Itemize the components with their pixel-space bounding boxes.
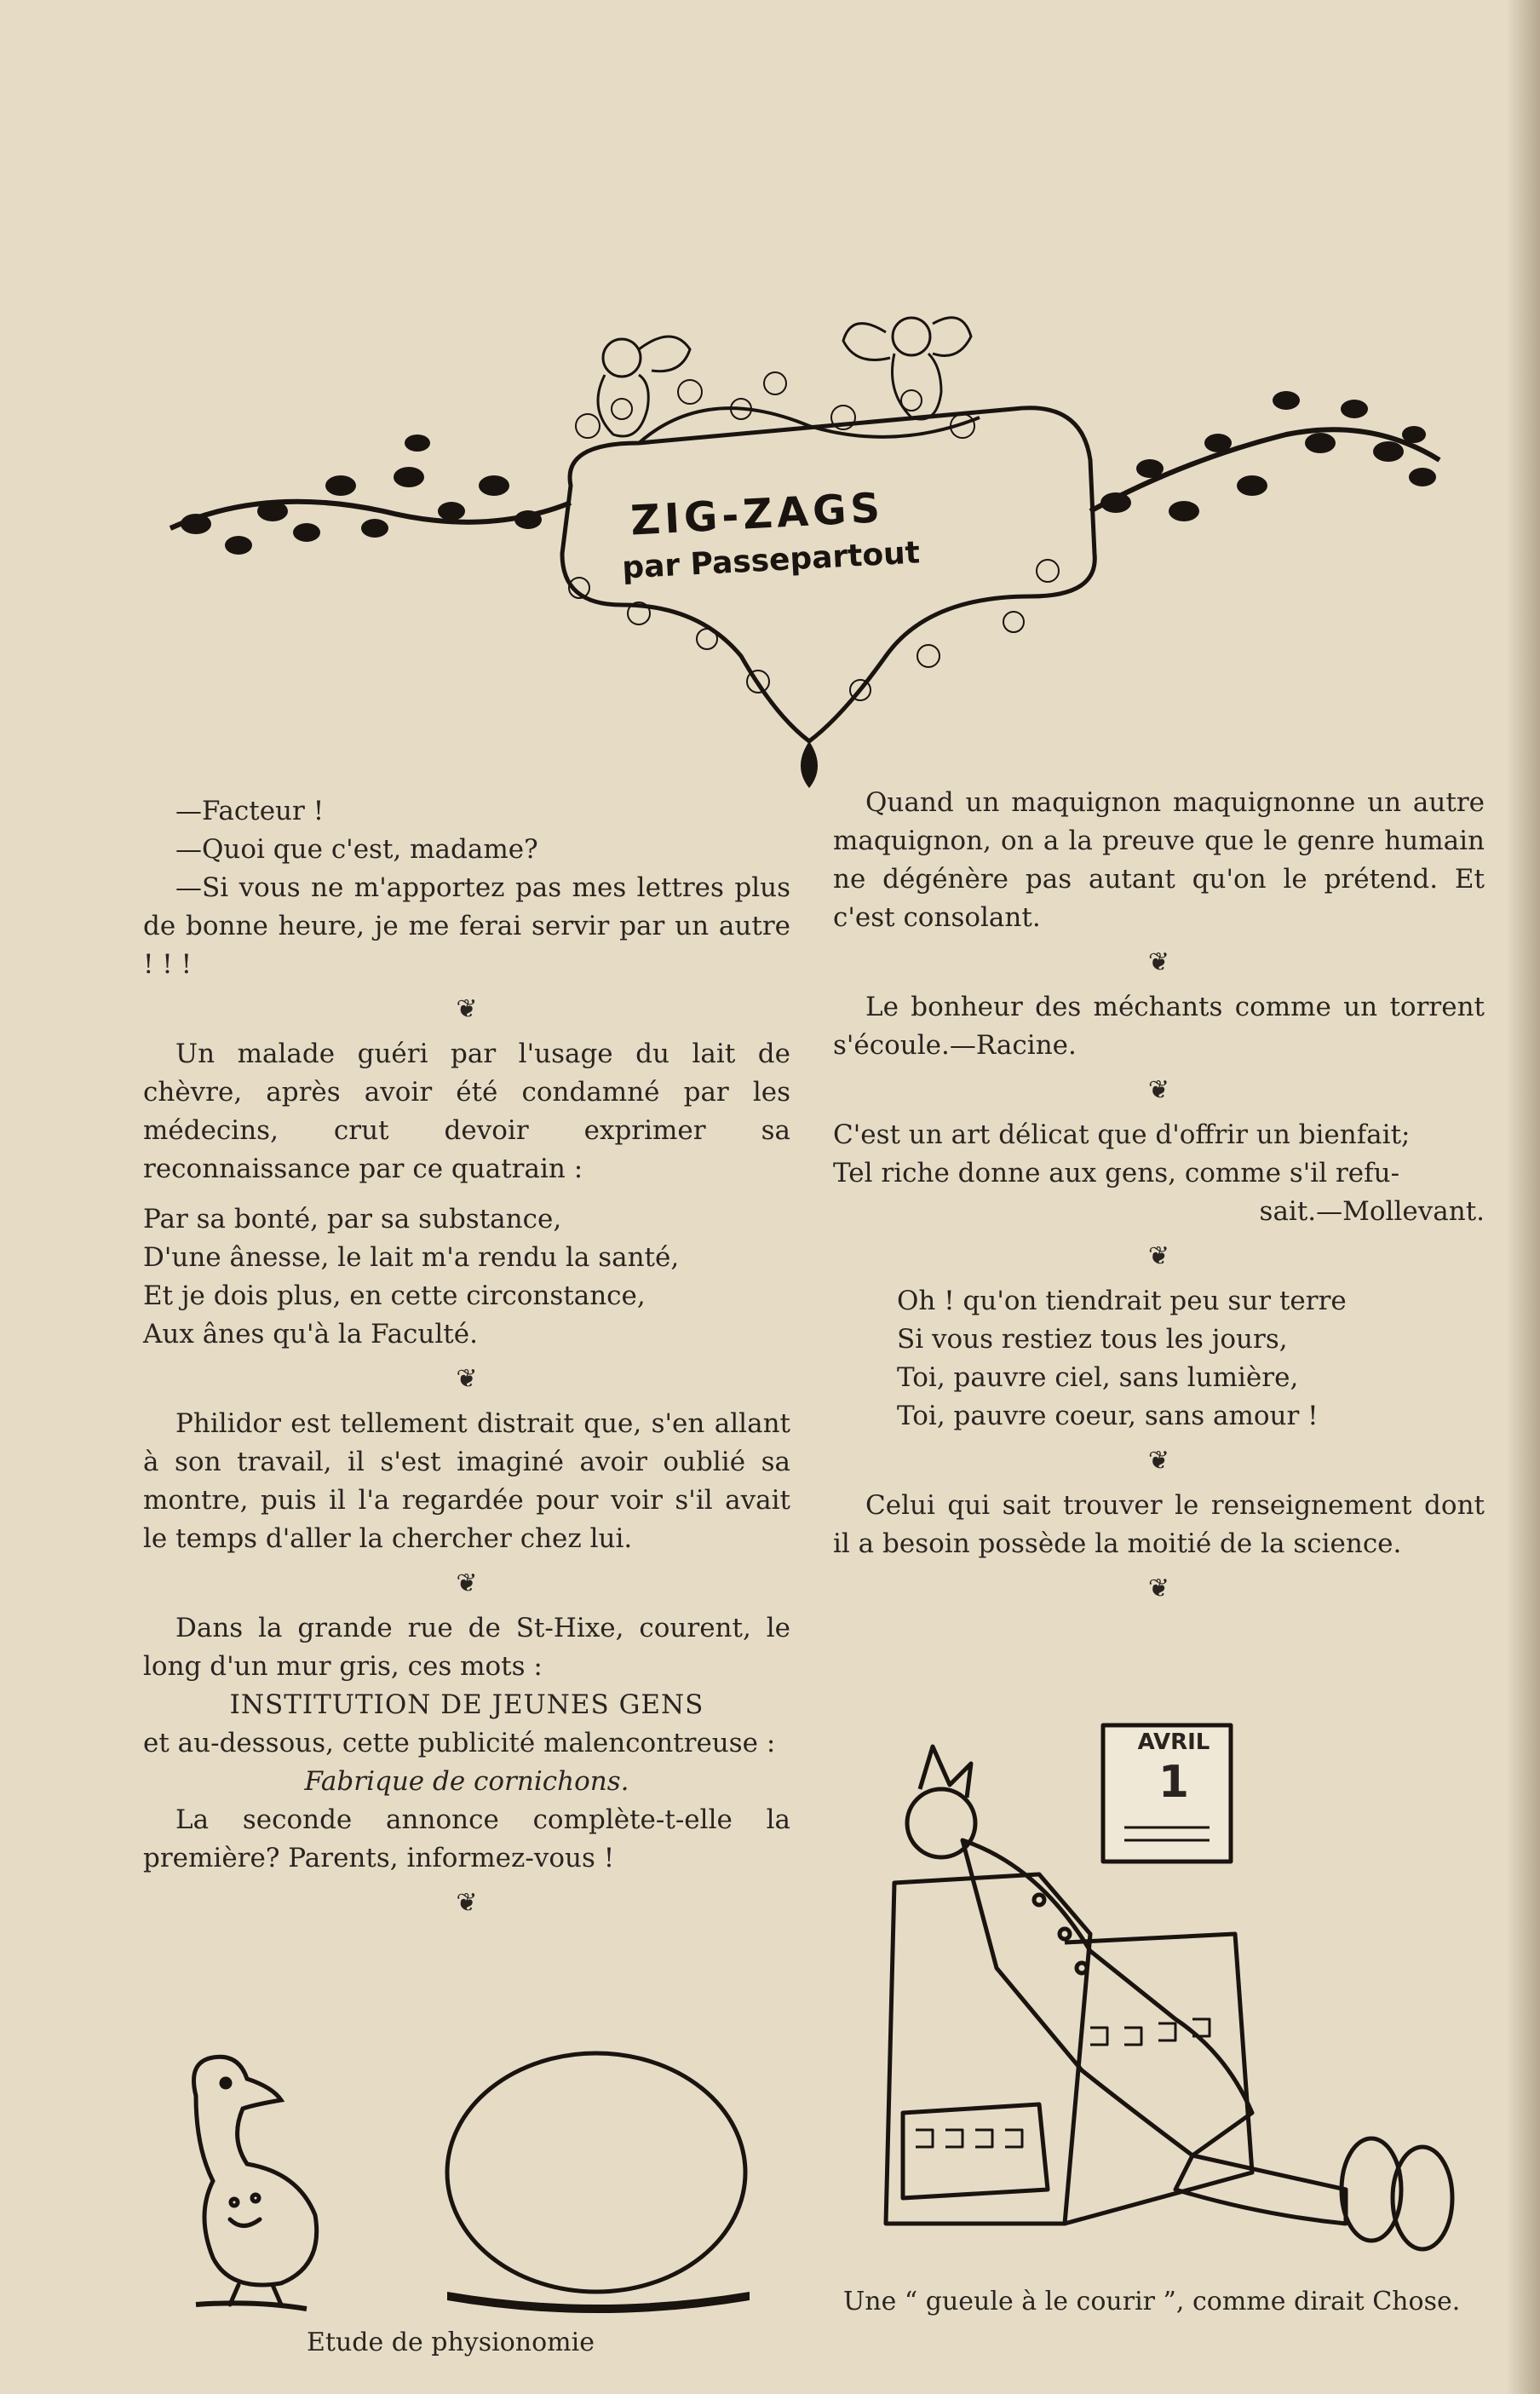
clover-ornament-icon: ❦ bbox=[456, 1888, 478, 1918]
dialog-line: —Si vous ne m'apportez pas mes lettres plus de bonne heure, je me ferai servir par un autre ! ! ! bbox=[143, 872, 790, 980]
philidor-paragraph: Philidor est tellement distrait que, s'en allant à son travail, il s'est imaginé avoir oublié sa montre, puis il l'a regardée pour voir s'il avait le temps d'aller la chercher chez lui. bbox=[143, 1408, 790, 1554]
poem-line: Oh ! qu'on tiendrait peu sur terre bbox=[897, 1286, 1347, 1316]
racine-quote: Le bonheur des méchants comme un torrent s'écoule.—Racine. bbox=[833, 992, 1485, 1061]
page-title: ZIG-ZAGS bbox=[629, 484, 886, 545]
separator bbox=[833, 1065, 1485, 1116]
header-ornament bbox=[162, 315, 1457, 792]
right-figure-caption: Une “ gueule à le courir ”, comme dirait Chose. bbox=[843, 2287, 1461, 2316]
quatrain bbox=[143, 1200, 790, 1354]
poem-line: Toi, pauvre coeur, sans amour ! bbox=[897, 1401, 1319, 1431]
mollevant-line: C'est un art délicat que d'offrir un bienfait; bbox=[833, 1119, 1411, 1150]
quatrain-line: Par sa bonté, par sa substance, bbox=[143, 1204, 562, 1234]
calendar-day: 1 bbox=[1158, 1757, 1190, 1808]
separator bbox=[143, 1558, 790, 1609]
sthixe-mid: et au-dessous, cette publicité malencontreuse : bbox=[143, 1728, 776, 1758]
clover-ornament-icon: ❦ bbox=[456, 1568, 478, 1598]
separator bbox=[833, 1231, 1485, 1282]
mollevant-attribution: sait.—Mollevant. bbox=[1259, 1196, 1485, 1227]
quatrain-line: Et je dois plus, en cette circonstance, bbox=[143, 1280, 646, 1311]
poem-line: Si vous restiez tous les jours, bbox=[897, 1324, 1288, 1355]
renseignement-paragraph: Celui qui sait trouver le renseignement dont il a besoin possède la moitié de la science. bbox=[833, 1490, 1485, 1559]
clover-ornament-icon: ❦ bbox=[1147, 947, 1170, 977]
separator bbox=[833, 937, 1485, 988]
poem-line: Toi, pauvre ciel, sans lumière, bbox=[897, 1362, 1299, 1393]
clover-ornament-icon: ❦ bbox=[456, 1364, 478, 1394]
separator bbox=[143, 1354, 790, 1405]
clover-ornament-icon: ❦ bbox=[1147, 1446, 1170, 1476]
separator bbox=[833, 1563, 1485, 1614]
separator bbox=[143, 984, 790, 1035]
mollevant-line: Tel riche donne aux gens, comme s'il refu- bbox=[833, 1158, 1400, 1188]
calendar-month: AVRIL bbox=[1137, 1729, 1210, 1755]
clover-ornament-icon: ❦ bbox=[456, 994, 478, 1024]
duck-and-egg-illustration bbox=[162, 2045, 775, 2326]
page-edge-shadow bbox=[1506, 0, 1540, 2394]
left-column bbox=[143, 792, 790, 1929]
clover-ornament-icon: ❦ bbox=[1147, 1075, 1170, 1105]
page-byline: par Passepartout bbox=[621, 535, 921, 586]
sthixe-intro: Dans la grande rue de St-Hixe, courent, le long d'un mur gris, ces mots : bbox=[143, 1613, 790, 1682]
dialog-line: —Quoi que c'est, madame? bbox=[175, 834, 538, 865]
quatrain-line: D'une ânesse, le lait m'a rendu la santé, bbox=[143, 1242, 680, 1273]
poem bbox=[833, 1282, 1485, 1436]
maquignon-paragraph: Quand un maquignon maquignonne un autre maquignon, on a la preuve que le genre humain ne dégénère pas autant qu'on le prétend. Et c'est consolant. bbox=[833, 787, 1485, 933]
quatrain-line: Aux ânes qu'à la Faculté. bbox=[143, 1319, 478, 1350]
sthixe-sign-2: Fabrique de cornichons. bbox=[304, 1766, 629, 1797]
sthixe-sign: INSTITUTION DE JEUNES GENS bbox=[229, 1689, 704, 1720]
clover-ornament-icon: ❦ bbox=[1147, 1574, 1170, 1603]
dialog-line: —Facteur ! bbox=[175, 796, 325, 826]
malade-paragraph: Un malade guéri par l'usage du lait de chèvre, après avoir été condamné par les médecins, crut devoir exprimer sa reconnaissance par ce quatrain : bbox=[143, 1039, 790, 1184]
left-figure-caption: Etude de physionomie bbox=[307, 2328, 595, 2357]
right-column bbox=[833, 784, 1485, 1614]
separator bbox=[143, 1878, 790, 1929]
separator bbox=[833, 1436, 1485, 1487]
clover-ornament-icon: ❦ bbox=[1147, 1241, 1170, 1271]
sthixe-end: La seconde annonce complète-t-elle la première? Parents, informez-vous ! bbox=[143, 1804, 790, 1873]
